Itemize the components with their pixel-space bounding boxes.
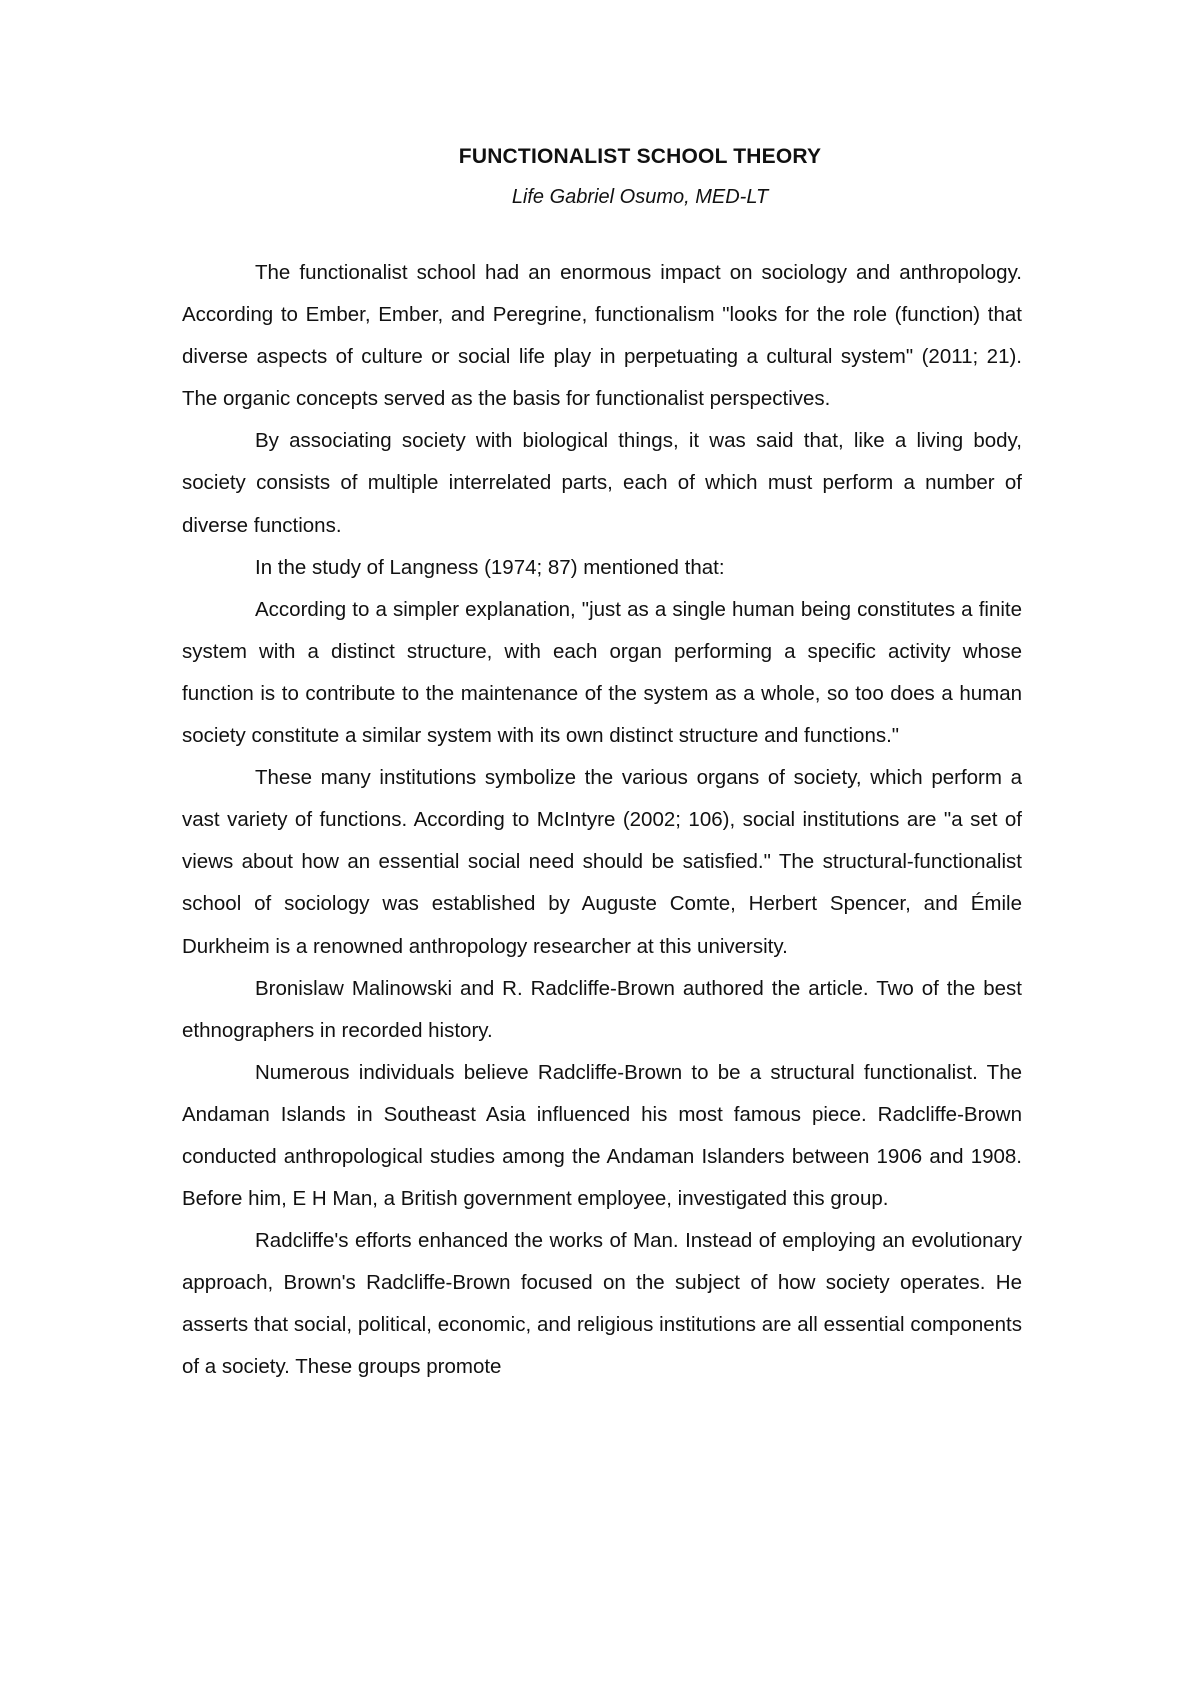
paragraph: By associating society with biological things, it was said that, like a living body, society consists of multiple interrelated parts, each of which must perform a number of diverse functions. (182, 429, 1022, 537)
paragraph: Bronislaw Malinowski and R. Radcliffe-Brown authored the article. Two of the best ethnographers in recorded history. (182, 976, 1022, 1042)
page-title: FUNCTIONALIST SCHOOL THEORY (458, 145, 822, 168)
author-line: Life Gabriel Osumo, MED-LT (511, 186, 769, 208)
paragraph: According to a simpler explanation, "just as a single human being constitutes a finite system with a distinct structure, with each organ performing a specific activity whose function is to contribute to the maintenance of the system as a whole, so too does a human society constitute a similar system with its own distinct structure and functions." (182, 597, 1022, 748)
paragraph: In the study of Langness (1974; 87) mentioned that: (255, 555, 725, 579)
paragraph: The functionalist school had an enormous impact on sociology and anthropology. According to Ember, Ember, and Peregrine, functionalism "looks for the role (function) that diverse aspects of culture or social life play in perpetuating a cultural system" (2011; 21). The organic concepts served as the basis for functionalist perspectives. (182, 261, 1022, 411)
body-text (182, 252, 1022, 1389)
paragraph: Numerous individuals believe Radcliffe-Brown to be a structural functionalist. The Andaman Islands in Southeast Asia influenced his most famous piece. Radcliffe-Brown conducted anthropological studies among the Andaman Islanders between 1906 and 1908. Before him, E H Man, a British government employee, investigated this group. (182, 1060, 1022, 1211)
paragraph: Radcliffe's efforts enhanced the works of Man. Instead of employing an evolutionary approach, Brown's Radcliffe-Brown focused on the subject of how society operates. He asserts that social, political, economic, and religious institutions are all essential components of a society. These groups promote (182, 1229, 1022, 1379)
paragraph: These many institutions symbolize the various organs of society, which perform a vast variety of functions. According to McIntyre (2002; 106), social institutions are "a set of views about how an essential social need should be satisfied." The structural-functionalist school of sociology was established by Auguste Comte, Herbert Spencer, and Émile Durkheim is a renowned anthropology researcher at this university. (182, 766, 1022, 958)
